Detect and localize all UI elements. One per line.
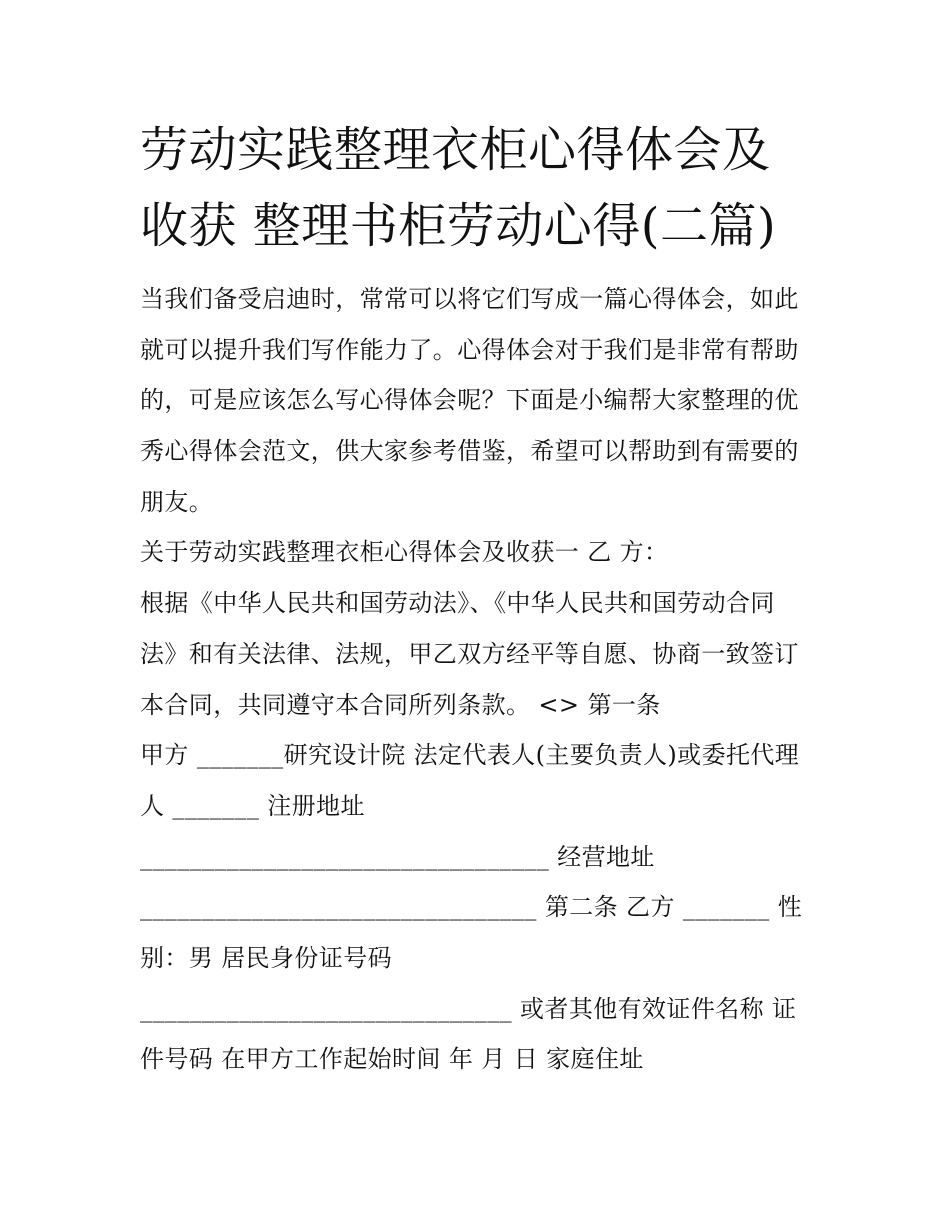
body-line: 的，可是应该怎么写心得体会呢？下面是小编帮大家整理的优 — [140, 386, 799, 415]
body-line: 秀心得体会范文，供大家参考借鉴，希望可以帮助到有需要的 — [140, 437, 799, 466]
form-line: _________________________________ 经营地址 — [140, 842, 655, 871]
body-line: 当我们备受启迪时，常常可以将它们写成一篇心得体会，如此 — [140, 285, 799, 313]
body-line: 本合同，共同遵守本合同所列条款。 <> 第一条 — [140, 690, 661, 719]
body-line: 就可以提升我们写作能力了。心得体会对于我们是非常有帮助 — [140, 335, 799, 364]
form-line: ______________________________ 或者其他有效证件名称 证 — [140, 994, 797, 1023]
body-line: 根据《中华人民共和国劳动法》、《中华人民共和国劳动合同 — [140, 589, 775, 618]
body-line: 朋友。 — [140, 487, 214, 516]
form-line: 甲方 _______研究设计院 法定代表人(主要负责人)或委托代理 — [140, 741, 800, 770]
form-line: 人 _______ 注册地址 — [140, 791, 365, 820]
form-line: 件号码 在甲方工作起始时间 年 月 日 家庭住址 — [140, 1045, 644, 1074]
body-line: 法》和有关法律、法规，甲乙双方经平等自愿、协商一致签订 — [140, 639, 799, 668]
form-line: 别：男 居民身份证号码 — [140, 943, 393, 972]
title-line: 劳动实践整理衣柜心得体会及 — [140, 122, 771, 178]
section-heading: 关于劳动实践整理衣柜心得体会及收获一 乙 方： — [140, 538, 669, 567]
document-title — [140, 112, 830, 264]
title-line: 收获 整理书柜劳动心得(二篇) — [140, 198, 777, 254]
document-body — [140, 274, 820, 1085]
form-line: ________________________________ 第二条 乙方 _______ 性 — [140, 893, 803, 922]
